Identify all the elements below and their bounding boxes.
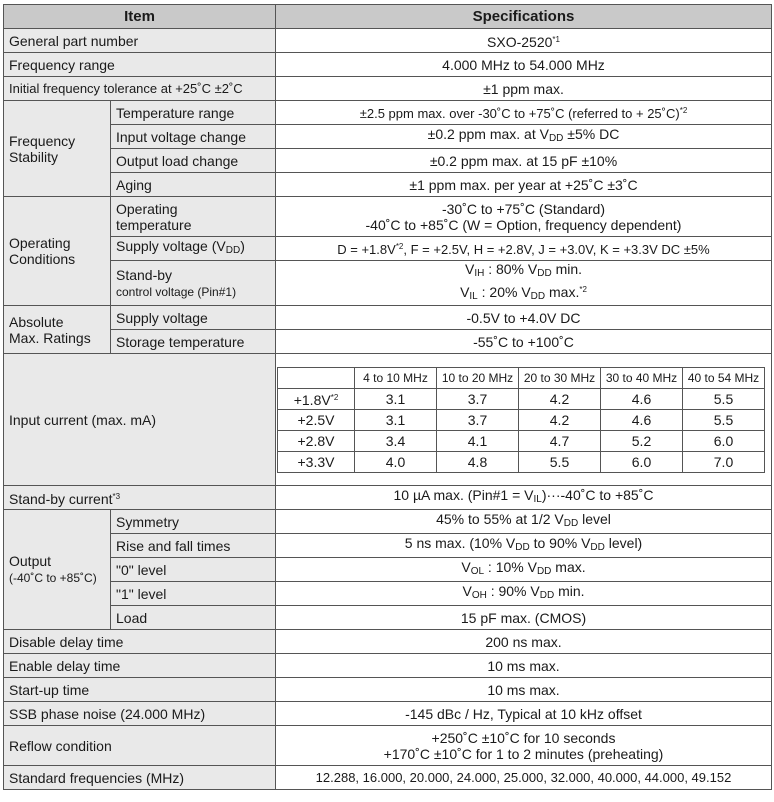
operating-temperature-value: -30˚C to +75˚C (Standard) -40˚C to +85˚C (W = Option, frequency dependent): [276, 197, 772, 237]
input-current-value: 7.0: [683, 451, 765, 472]
enable-delay-value: 10 ms max.: [276, 654, 772, 678]
symmetry-label: Symmetry: [111, 510, 276, 534]
aging-value: ±1 ppm max. per year at +25˚C ±3˚C: [276, 173, 772, 197]
input-current-row: [278, 451, 765, 472]
output-label: Output (-40˚C to +85˚C): [4, 510, 111, 630]
input-current-value: 5.5: [683, 409, 765, 430]
input-current-value: 4.8: [437, 451, 519, 472]
disable-delay-value: 200 ns max.: [276, 630, 772, 654]
absolute-max-ratings-label: Absolute Max. Ratings: [4, 306, 111, 354]
input-current-value: 4.2: [519, 388, 601, 409]
spec-table: [3, 4, 772, 790]
storage-temperature-value: -55˚C to +100˚C: [276, 330, 772, 354]
input-current-voltage: +2.8V: [278, 430, 355, 451]
reflow-condition-label: Reflow condition: [4, 726, 276, 766]
output-load-change-value: ±0.2 ppm max. at 15 pF ±10%: [276, 149, 772, 173]
input-current-label: Input current (max. mA): [4, 354, 276, 486]
startup-time-label: Start-up time: [4, 678, 276, 702]
enable-delay-label: Enable delay time: [4, 654, 276, 678]
header-specifications: Specifications: [276, 5, 772, 29]
input-current-value: 4.0: [355, 451, 437, 472]
symmetry-value: 45% to 55% at 1/2 $V_{DD}$ level: [276, 510, 772, 534]
startup-time-value: 10 ms max.: [276, 678, 772, 702]
ssb-phase-noise-label: SSB phase noise (24.000 MHz): [4, 702, 276, 726]
input-current-value: 6.0: [601, 451, 683, 472]
frequency-range-value: 4.000 MHz to 54.000 MHz: [276, 53, 772, 77]
temperature-range-label: Temperature range: [111, 101, 276, 125]
initial-tolerance-value: ±1 ppm max.: [276, 77, 772, 101]
input-current-value: 3.1: [355, 388, 437, 409]
output-load-change-label: Output load change: [111, 149, 276, 173]
input-current-value: 3.7: [437, 388, 519, 409]
abs-supply-voltage-value: -0.5V to +4.0V DC: [276, 306, 772, 330]
input-current-value: 5.5: [683, 388, 765, 409]
input-current-row: [278, 430, 765, 451]
input-current-voltage: +2.5V: [278, 409, 355, 430]
zero-level-value: $V_{OL}$ : 10% $V_{DD}$ max.: [276, 558, 772, 582]
one-level-label: "1" level: [111, 582, 276, 606]
input-current-value: 3.7: [437, 409, 519, 430]
general-part-label: General part number: [4, 29, 276, 53]
standby-current-label: Stand-by current$^{*3}$: [4, 486, 276, 510]
input-voltage-change-value: ±0.2 ppm max. at $V_{DD} \pm 5\%$ DC: [276, 125, 772, 149]
input-current-voltage: +3.3V: [278, 451, 355, 472]
abs-supply-voltage-label: Supply voltage: [111, 306, 276, 330]
input-current-cell: [276, 354, 772, 486]
input-current-value: 4.1: [437, 430, 519, 451]
input-current-col-header: 20 to 30 MHz: [519, 367, 601, 388]
input-current-col-header: 30 to 40 MHz: [601, 367, 683, 388]
input-current-voltage: $+1.8V^{*2}$: [278, 388, 355, 409]
input-current-row: [278, 388, 765, 409]
frequency-stability-label: Frequency Stability: [4, 101, 111, 197]
load-value: 15 pF max. (CMOS): [276, 606, 772, 630]
standby-control-voltage-value: $V_{IH}$ : 80% $V_{DD}$ min. $V_{IL}$ : 20% $V_{DD}$ max.$^{*2}$: [276, 261, 772, 306]
aging-label: Aging: [111, 173, 276, 197]
input-current-value: 5.5: [519, 451, 601, 472]
input-current-value: 4.7: [519, 430, 601, 451]
supply-voltage-value: $D = +1.8V^{*2}$, F = +2.5V, H = +2.8V, J = +3.0V, K = +3.3V DC ±5%: [276, 237, 772, 261]
input-current-col-header: 4 to 10 MHz: [355, 367, 437, 388]
input-current-value: 3.4: [355, 430, 437, 451]
operating-conditions-label: Operating Conditions: [4, 197, 111, 306]
input-voltage-change-label: Input voltage change: [111, 125, 276, 149]
initial-tolerance-label: Initial frequency tolerance at +25˚C ±2˚C: [4, 77, 276, 101]
standard-frequencies-label: Standard frequencies (MHz): [4, 766, 276, 790]
input-current-value: 4.2: [519, 409, 601, 430]
input-current-value: 6.0: [683, 430, 765, 451]
input-current-value: 4.6: [601, 409, 683, 430]
supply-voltage-label: Supply voltage $(V_{DD})$: [111, 237, 276, 261]
reflow-condition-value: +250˚C ±10˚C for 10 seconds +170˚C ±10˚C for 1 to 2 minutes (preheating): [276, 726, 772, 766]
rise-fall-times-label: Rise and fall times: [111, 534, 276, 558]
input-current-value: 5.2: [601, 430, 683, 451]
input-current-col-header: 10 to 20 MHz: [437, 367, 519, 388]
input-current-table: [277, 367, 765, 473]
one-level-value: $V_{OH}$ : 90% $V_{DD}$ min.: [276, 582, 772, 606]
standby-current-value: 10 µA max. (Pin#1 = $V_{IL})\cdot\cdot\cdot-40˚C$ to +85˚C: [276, 486, 772, 510]
disable-delay-label: Disable delay time: [4, 630, 276, 654]
load-label: Load: [111, 606, 276, 630]
operating-temperature-label: Operating temperature: [111, 197, 276, 237]
zero-level-label: "0" level: [111, 558, 276, 582]
temperature-range-value: ±2.5 ppm max. over -30˚C to +75˚C (referred to + 25˚C)$^{*2}$: [276, 101, 772, 125]
input-current-corner: [278, 367, 355, 388]
ssb-phase-noise-value: -145 dBc / Hz, Typical at 10 kHz offset: [276, 702, 772, 726]
input-current-value: 4.6: [601, 388, 683, 409]
header-item: Item: [4, 5, 276, 29]
general-part-value: SXO-2520$^{*1}$: [276, 29, 772, 53]
storage-temperature-label: Storage temperature: [111, 330, 276, 354]
input-current-col-header: 40 to 54 MHz: [683, 367, 765, 388]
rise-fall-times-value: 5 ns max. (10% $V_{DD}$ to 90% $V_{DD}$ level): [276, 534, 772, 558]
standby-control-voltage-label: Stand-by control voltage (Pin#1): [111, 261, 276, 306]
input-current-row: [278, 409, 765, 430]
input-current-value: 3.1: [355, 409, 437, 430]
standard-frequencies-value: 12.288, 16.000, 20.000, 24.000, 25.000, 32.000, 40.000, 44.000, 49.152: [276, 766, 772, 790]
frequency-range-label: Frequency range: [4, 53, 276, 77]
